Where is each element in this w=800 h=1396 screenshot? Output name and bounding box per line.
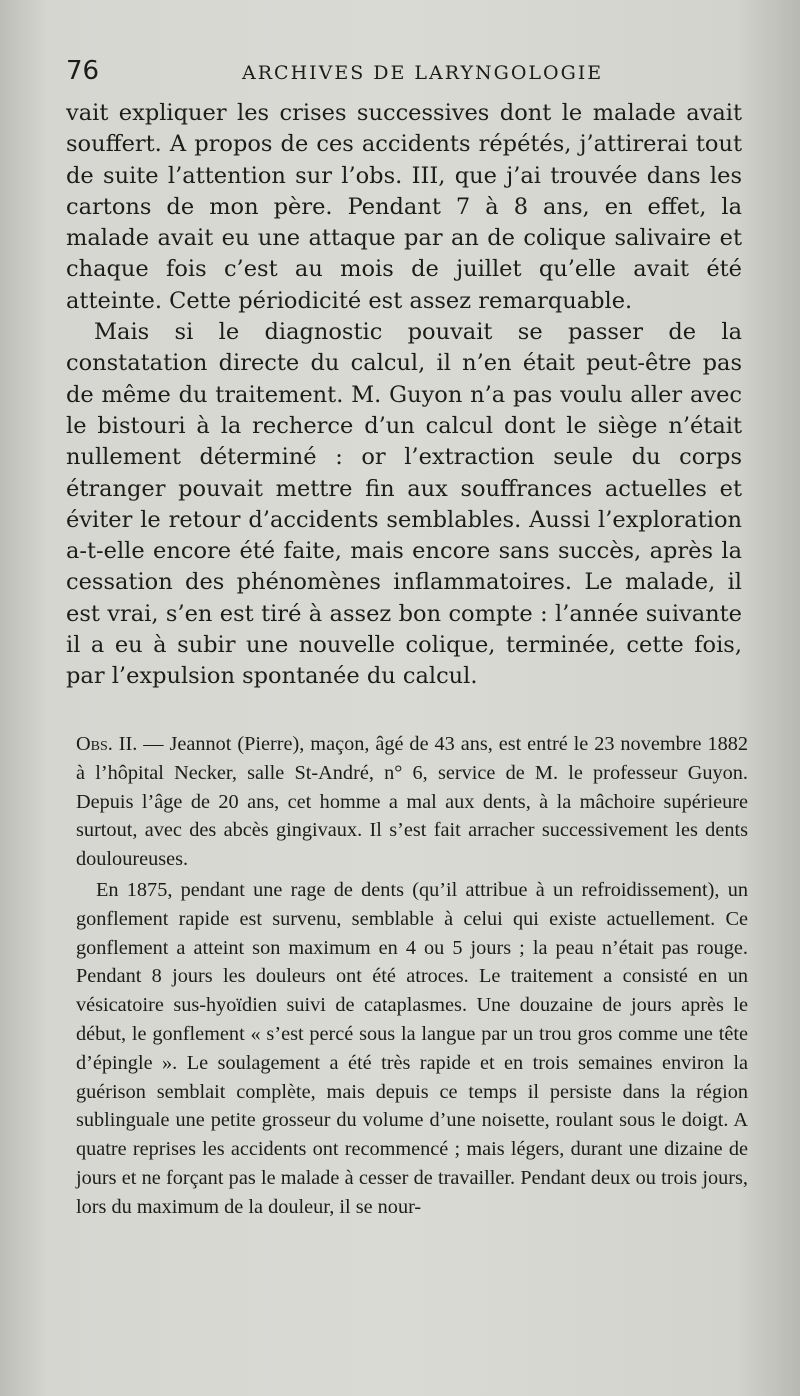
- main-text: [66, 98, 742, 693]
- observation-label: Obs. II.: [76, 733, 138, 755]
- observation-history: En 1875, pendant une rage de dents (qu’il attribue à un refroidissement), un gonflement rapide est survenu, semblable à celui qui existe actuellement. Ce gonflement a atteint son maximum en 4 ou 5 jours ; la peau n’était pas rouge. Pendant 8 jours les douleurs ont été atroces. Le traitement a consisté en un vésicatoire sus-hyoïdien suivi de cataplasmes. Une douzaine de jours après le début, le gonflement « s’est percé sous la langue par un trou gros comme une tête d’épingle ». Le soulagement a été très rapide et en trois semaines environ la guérison semblait complète, mais depuis ce temps il persiste dans la région sublinguale une petite grosseur du volume d’une noisette, roulant sous le doigt. A quatre reprises les accidents ont recommencé ; mais légers, durant une dizaine de jours et ne forçant pas le malade à cesser de travailler. Pendant deux ou trois jours, lors du maximum de la douleur, il se nour-: [76, 878, 748, 1218]
- paragraph-treatment: Mais si le diagnostic pouvait se passer de la constatation directe du calcul, il n’en était peut-être pas de même du traitement. M. Guyon n’a pas voulu aller avec le bistouri à la recherce d’un calcul dont le siège n’était nullement déterminé : or l’extraction seule du corps étranger pouvait mettre fin aux souffrances actuelles et éviter le retour d’accidents semblables. Aussi l’exploration a-t-elle encore été faite, mais encore sans succès, après la cessation des phénomènes inflammatoires. Le malade, il est vrai, s’en est tiré à assez bon compte : l’année suivante il a eu à subir une nouvelle colique, terminée, cette fois, par l’expulsion spontanée du calcul.: [66, 319, 742, 690]
- observation-intro-text: — Jeannot (Pierre), maçon, âgé de 43 ans, est entré le 23 novembre 1882 à l’hôpital Necker, salle St-André, n° 6, service de M. le professeur Guyon. Depuis l’âge de 20 ans, cet homme a mal aux dents, à la mâchoire supérieure surtout, avec des abcès gingivaux. Il s’est fait arracher successivement les dents douloureuses.: [76, 733, 748, 871]
- running-title: ARCHIVES DE LARYNGOLOGIE: [242, 62, 604, 84]
- page-number: 76: [66, 56, 100, 86]
- observation-intro: [76, 730, 748, 874]
- observation-section: [76, 730, 748, 1222]
- paragraph-continuation: vait expliquer les crises successives dont le malade avait souffert. A propos de ces accidents répétés, j’attirerai tout de suite l’attention sur l’obs. III, que j’ai trouvée dans les cartons de mon père. Pendant 7 à 8 ans, en effet, la malade avait eu une attaque par an de colique salivaire et chaque fois c’est au mois de juillet qu’elle avait été atteinte. Cette périodicité est assez remarquable.: [66, 100, 742, 314]
- page-header: [66, 56, 740, 90]
